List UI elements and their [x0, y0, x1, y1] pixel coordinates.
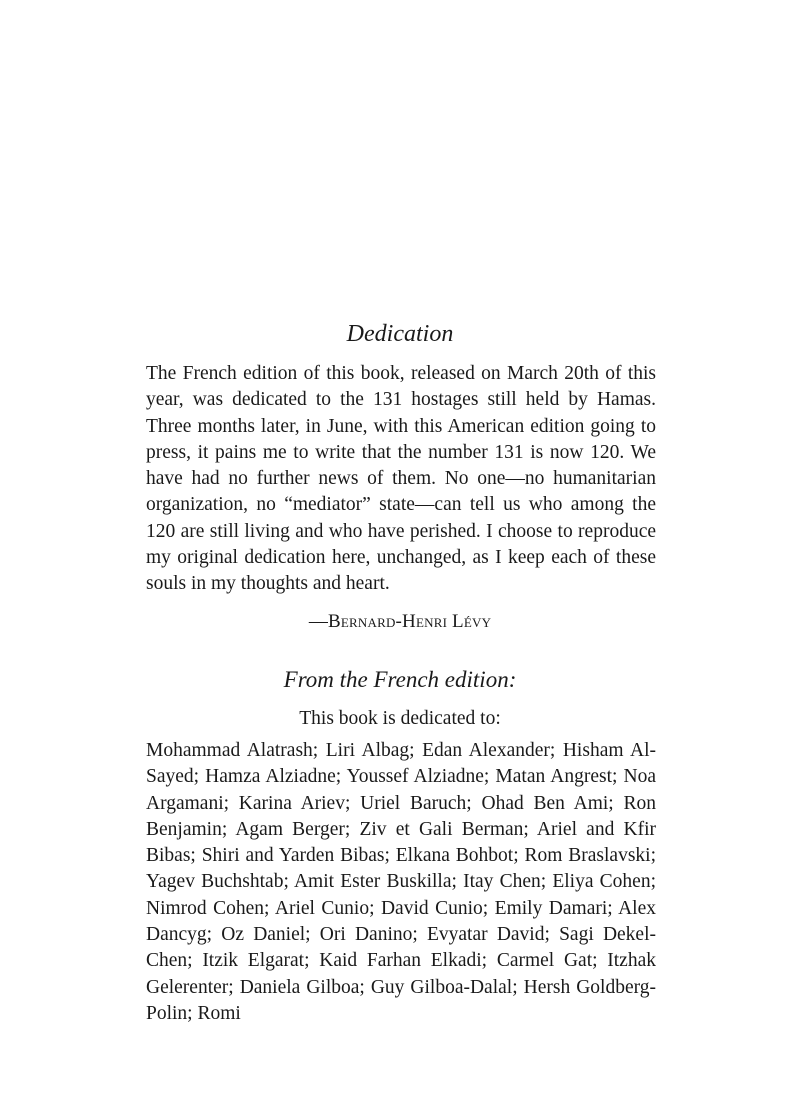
author-signature: —Bernard-Henri Lévy [308, 611, 492, 632]
dedication-title: Dedication [346, 321, 454, 347]
dedication-paragraph: The French edition of this book, released on March 20th of this year, was dedicated to the 131 hostages still held by Hamas. Three months later, in June, with this American edition going to press, it pains me to write that the number 131 is now 120. We have had no further news of them. No one—no humanitarian organization, no “mediator” state—can tell us who among the 120 are still living and who have perished. I choose to reproduce my original dedication here, unchanged, as I keep each of these souls in my thoughts and heart. [146, 363, 656, 595]
french-edition-subtitle: From the French edition: [283, 667, 517, 692]
hostage-names-list: Mohammad Alatrash; Liri Albag; Edan Alexander; Hisham Al-Sayed; Hamza Alziadne; Youssef Alziadne; Matan Angrest; Noa Argamani; Karina Ariev; Uriel Baruch; Ohad Ben Ami; Ron Benjamin; Agam Berger; Ziv et Gali Berman; Ariel and Kfir Bibas; Shiri and Yarden Bibas; Elkana Bohbot; Rom Braslavski; Yagev Buchshtab; Amit Ester Buskilla; Itay Chen; Eliya Cohen; Nimrod Cohen; Ariel Cunio; David Cunio; Emily Damari; Alex Dancyg; Oz Daniel; Ori Danino; Evyatar David; Sagi Dekel-Chen; Itzik Elgarat; Kaid Farhan Elkadi; Carmel Gat; Itzhak Gelerenter; Daniela Gilboa; Guy Gilboa-Dalal; Hersh Goldberg-Polin; Romi [146, 740, 656, 1024]
dedication-lead: This book is dedicated to: [299, 708, 501, 729]
